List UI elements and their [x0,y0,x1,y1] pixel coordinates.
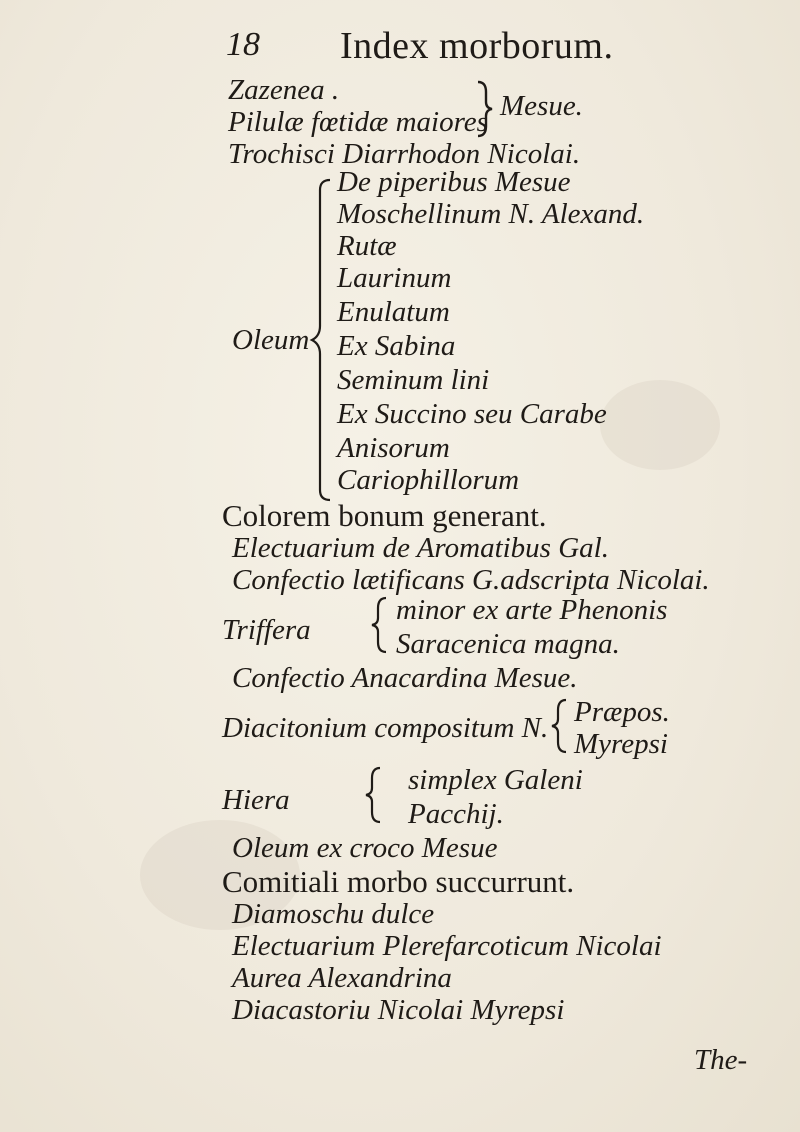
entry-oleum-croco: Oleum ex croco Mesue [232,832,498,864]
diacitonium-item: Præpos. [574,696,670,728]
entry-mesue-target: Mesue. [500,90,583,122]
hiera-item: Pacchij. [408,798,504,830]
section-item: Diamoschu dulce [232,898,435,930]
page-number: 18 [226,26,260,63]
oleum-item: Cariophillorum [337,464,520,496]
triffera-item: minor ex arte Phenonis [396,594,668,626]
oleum-label: Oleum [232,324,310,356]
entry-trochisci: Trochisci Diarrhodon Nicolai. [228,138,581,170]
page-title: Index morborum. [340,25,614,67]
section-heading: Comitiali morbo succurrunt. [222,864,575,899]
brace-diacitonium [550,698,570,754]
oleum-item: Rutæ [337,230,397,262]
oleum-item: Ex Succino seu Carabe [337,398,607,430]
entry-diacitonium: Diacitonium compositum N. [222,712,549,744]
paper-stain [600,380,720,470]
triffera-label: Triffera [222,614,311,646]
oleum-item: Laurinum [337,262,452,294]
brace-hiera [364,766,384,824]
section-heading: Colorem bonum generant. [222,498,547,533]
entry-electuarium: Electuarium de Aromatibus Gal. [232,532,609,564]
entry-confectio-anacardina: Confectio Anacardina Mesue. [232,662,578,694]
oleum-item: Moschellinum N. Alexand. [337,198,645,230]
section-item: Electuarium Plerefarcoticum Nicolai [232,930,662,962]
oleum-item: Ex Sabina [337,330,456,362]
entry-pilulae: Pilulæ fœtidæ maiores [228,106,488,138]
oleum-item: Enulatum [337,296,450,328]
entry-confectio-laetificans: Confectio lætificans G.adscripta Nicolai. [232,564,710,596]
entry-zazenea: Zazenea . [228,74,340,106]
hiera-item: simplex Galeni [408,764,583,796]
oleum-item: De piperibus Mesue [337,166,571,198]
brace-right [474,80,494,138]
oleum-item: Seminum lini [337,364,490,396]
triffera-item: Saracenica magna. [396,628,620,660]
brace-oleum [308,176,336,504]
diacitonium-item: Myrepsi [574,728,668,760]
catchword: The- [694,1044,748,1076]
section-item: Diacastoriu Nicolai Myrepsi [232,994,565,1026]
brace-triffera [370,596,390,654]
hiera-label: Hiera [222,784,290,816]
section-item: Aurea Alexandrina [232,962,452,994]
oleum-item: Anisorum [337,432,450,464]
